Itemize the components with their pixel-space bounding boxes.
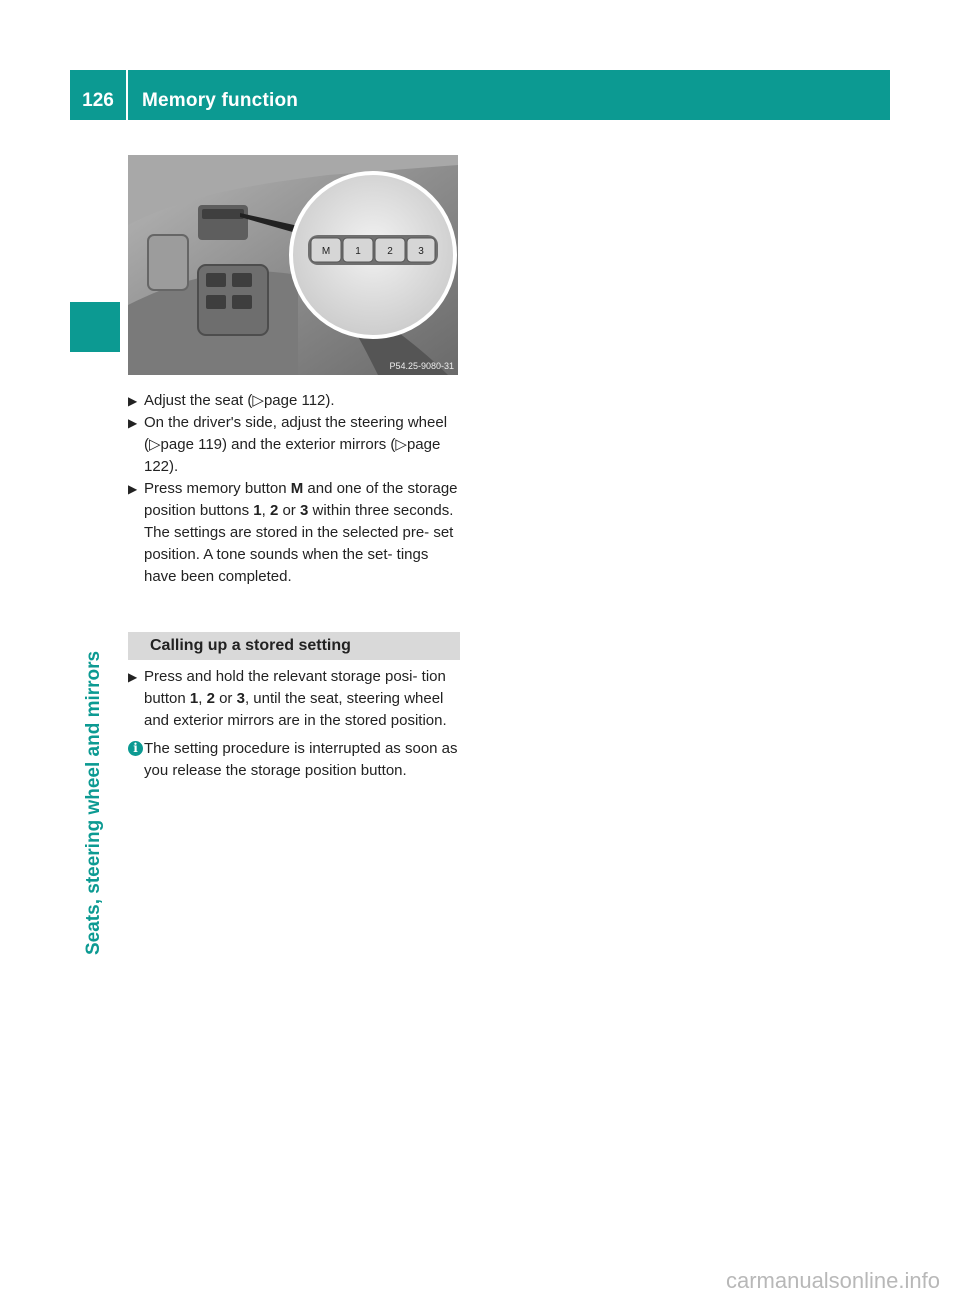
info-text: The setting procedure is interrupted as soon as you release the storage position button.	[144, 740, 458, 779]
side-tab-block	[70, 302, 120, 352]
step-press-hold: ▶ Press and hold the relevant storage posi- tion button 1, 2 or 3, until the seat, steering wheel and exterior mirrors are in the stored position.	[128, 668, 447, 729]
subsection-heading: Calling up a stored setting	[128, 632, 460, 660]
figure-code: P54.25-9080-31	[389, 361, 454, 371]
info-note	[128, 738, 460, 782]
footer-watermark: carmanualsonline.info	[725, 1268, 940, 1293]
action-arrow-icon: ▶	[128, 394, 138, 408]
side-chapter-label: Seats, steering wheel and mirrors	[83, 650, 104, 955]
step-adjust-steering-mirrors: ▶ On the driver's side, adjust the steering wheel (▷page 119) and the exterior mirrors (▷page 122).	[128, 414, 448, 475]
button-3-glyph: 3	[418, 246, 424, 257]
action-arrow-icon: ▶	[128, 416, 138, 430]
button-m-glyph: M	[321, 246, 331, 257]
button-1-label: 1	[253, 502, 262, 519]
page-header	[70, 70, 890, 120]
button-3-label: 3	[299, 502, 309, 519]
step-adjust-seat: ▶ Adjust the seat (▷page 112).	[128, 390, 460, 412]
header-divider	[126, 70, 128, 120]
page-ref-link[interactable]: page 122).	[144, 436, 441, 475]
button-1-label: 1	[189, 690, 199, 707]
button-2-label: 2	[269, 502, 279, 519]
info-icon: i	[128, 741, 143, 756]
step-press-memory: ▶ Press memory button M and one of the storage position buttons 1, 2 or 3 within three seconds. The settings are stored in the selected pre- set position. A tone sounds when the set- tings have been completed.	[128, 480, 458, 585]
page-ref-icon: ▷	[252, 392, 264, 409]
action-arrow-icon: ▶	[128, 482, 138, 496]
door-memory-buttons-figure	[128, 155, 458, 375]
action-arrow-icon: ▶	[128, 670, 138, 684]
main-content	[128, 390, 460, 797]
button-3-label: 3	[236, 690, 245, 707]
door-panel-illustration	[128, 155, 458, 375]
page-number: 126	[82, 90, 114, 111]
page-ref-icon: ▷	[149, 436, 161, 453]
page-ref-link[interactable]: page 119) and the exterior mirrors (	[160, 436, 396, 453]
page-ref-link[interactable]: page 112).	[263, 392, 335, 409]
button-1-glyph: 1	[355, 246, 361, 257]
section-title: Memory function	[142, 90, 299, 111]
button-m-label: M	[290, 480, 304, 497]
step-result-text: The settings are stored in the selected pre- set position. A tone sounds when the set- tings have been completed.	[144, 524, 454, 585]
page-ref-icon: ▷	[395, 436, 407, 453]
button-2-label: 2	[206, 690, 215, 707]
button-2-glyph: 2	[387, 246, 393, 257]
memory-buttons	[311, 238, 435, 262]
